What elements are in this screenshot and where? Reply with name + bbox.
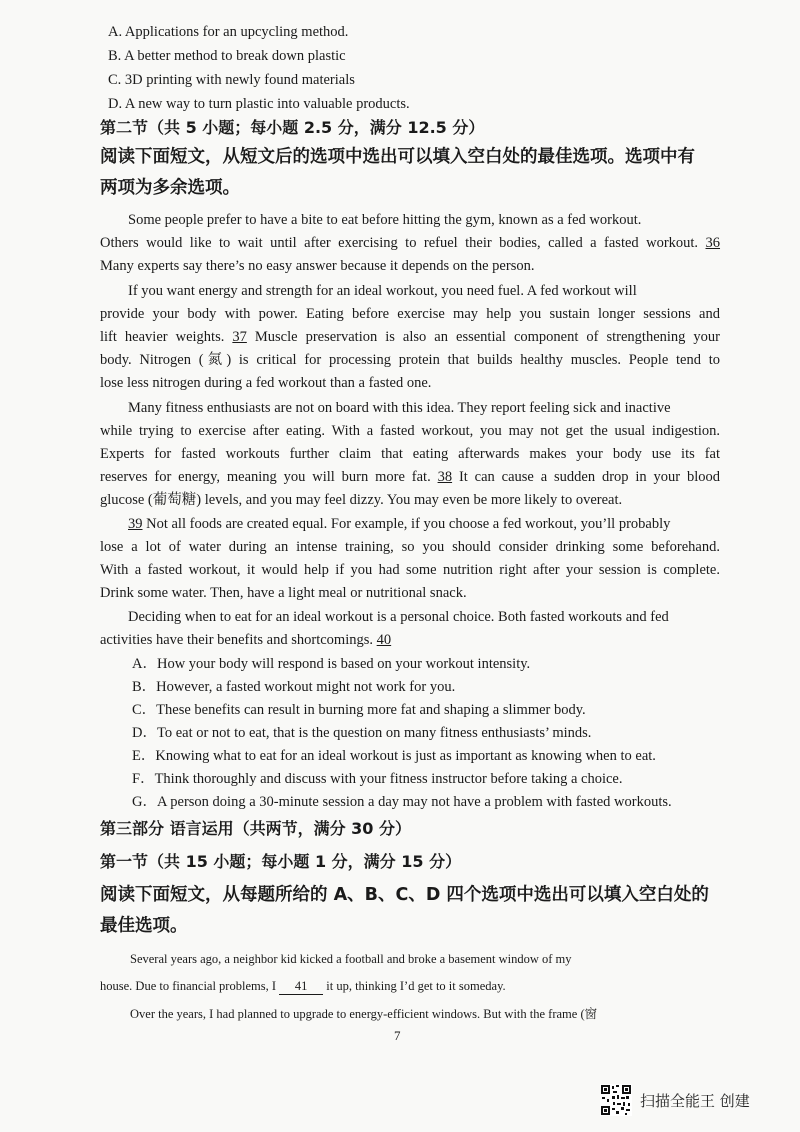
p3-line2: while trying to exercise after eating. With a fasted workout, you may not get the usual indigestion. <box>100 423 720 439</box>
option-a: A．How your body will respond is based on your workout intensity. <box>132 656 531 672</box>
option-f: F．Think thoroughly and discuss with your fitness instructor before taking a choice. <box>132 771 623 787</box>
p4-line2: lose a lot of water during an intense training, so you should consider drinking some beforehand. <box>100 539 720 555</box>
part3-section1-heading: 第一节（共 15 小题；每小题 1 分，满分 15 分） <box>100 852 462 871</box>
p3-line4: reserves for energy, meaning you will burn more fat. 38 It can cause a sudden drop in your blood <box>100 469 721 485</box>
cloze-line2: house. Due to financial problems, I 41 it up, thinking I’d get to it someday. <box>100 979 506 993</box>
option-g: G．A person doing a 30-minute session a day may not have a problem with fasted workouts. <box>132 794 672 810</box>
p2-line2: provide your body with power. Eating before exercise may help you sustain longer sessions and <box>100 306 720 322</box>
p3-line5: glucose (葡萄糖) levels, and you may feel dizzy. You may even be more likely to overeat. <box>100 492 623 508</box>
cloze-line1: Several years ago, a neighbor kid kicked a football and broke a basement window of my <box>130 952 572 966</box>
part3-instruction-1: 阅读下面短文，从每题所给的 A、B、C、D 四个选项中选出可以填入空白处的 <box>100 885 709 905</box>
prev-option-a: A. Applications for an upcycling method. <box>108 24 349 40</box>
page-number: 7 <box>394 1028 401 1043</box>
blank-38: 38 <box>437 469 453 485</box>
p5-line2: activities have their benefits and shortcomings. 40 <box>100 632 392 648</box>
p5-line1: Deciding when to eat for an ideal workout is a personal choice. Both fasted workouts and fed <box>128 609 669 625</box>
p4-line4: Drink some water. Then, have a light meal or nutritional snack. <box>100 585 467 601</box>
p4-line3: With a fasted workout, it would help if you had some nutrition right after your session is complete. <box>100 562 720 578</box>
watermark-text: 扫描全能王 创建 <box>640 1091 750 1110</box>
option-d: D．To eat or not to eat, that is the question on many fitness enthusiasts’ minds. <box>132 725 592 741</box>
qr-code-icon <box>600 1084 632 1116</box>
p2-line1: If you want energy and strength for an ideal workout, you need fuel. A fed workout will <box>128 283 637 299</box>
blank-36: 36 <box>705 235 721 251</box>
part3-heading: 第三部分 语言运用（共两节，满分 30 分） <box>100 819 411 838</box>
prev-option-c: C. 3D printing with newly found materials <box>108 72 355 88</box>
p3-line3: Experts for fasted workouts further claim that eating afterwards makes your body use its fat <box>100 446 720 462</box>
section2-instruction-2: 两项为多余选项。 <box>100 178 240 198</box>
blank-40: 40 <box>376 632 392 648</box>
blank-39: 39 <box>128 516 143 532</box>
blank-41: 41 <box>279 978 323 995</box>
p1-line2: Others would like to wait until after exercising to refuel their bodies, called a fasted workout. 36 <box>100 235 721 251</box>
prev-option-d: D. A new way to turn plastic into valuable products. <box>108 96 410 112</box>
part3-instruction-2: 最佳选项。 <box>100 916 188 936</box>
p1-line1: Some people prefer to have a bite to eat before hitting the gym, known as a fed workout. <box>128 212 642 228</box>
option-e: E．Knowing what to eat for an ideal workout is just as important as knowing when to eat. <box>132 748 656 764</box>
option-c: C．These benefits can result in burning more fat and shaping a slimmer body. <box>132 702 586 718</box>
option-b: B．However, a fasted workout might not work for you. <box>132 679 456 695</box>
p2-line5: lose less nitrogen during a fed workout than a fasted one. <box>100 375 432 391</box>
section2-heading: 第二节（共 5 小题；每小题 2.5 分，满分 12.5 分） <box>100 118 485 137</box>
p2-line4: body. Nitrogen (氮) is critical for processing protein that builds healthy muscles. People tend to <box>100 352 720 368</box>
scanner-watermark <box>600 1083 780 1117</box>
prev-option-b: B. A better method to break down plastic <box>108 48 346 64</box>
p1-line3: Many experts say there’s no easy answer because it depends on the person. <box>100 258 535 274</box>
cloze-line3: Over the years, I had planned to upgrade to energy-efficient windows. But with the frame (窗 <box>130 1007 598 1021</box>
p3-line1: Many fitness enthusiasts are not on board with this idea. They report feeling sick and inactive <box>128 400 671 416</box>
blank-37: 37 <box>232 329 247 345</box>
p2-line3: lift heavier weights. 37 Muscle preservation is also an essential component of strengthening your <box>100 329 721 345</box>
section2-instruction-1: 阅读下面短文，从短文后的选项中选出可以填入空白处的最佳选项。选项中有 <box>100 147 695 167</box>
p4-line1: 39 Not all foods are created equal. For example, if you choose a fed workout, you’ll probably <box>128 516 671 532</box>
